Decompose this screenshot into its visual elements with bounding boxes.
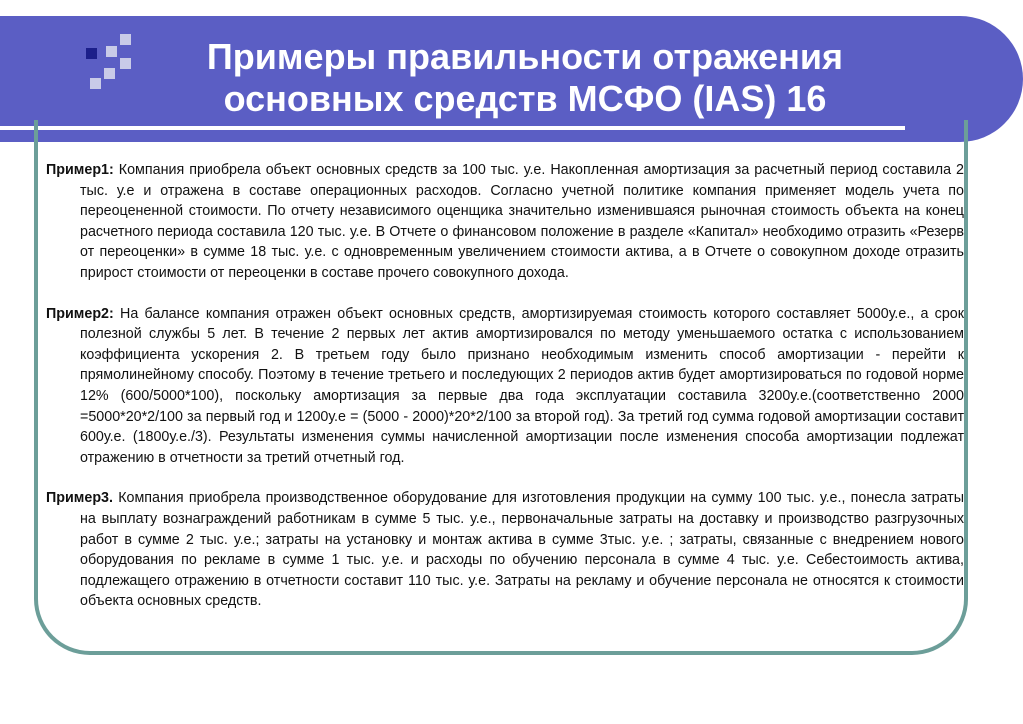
logo-square: [86, 48, 97, 59]
logo-square: [106, 46, 117, 57]
example-1: [46, 160, 964, 284]
example-3: [46, 488, 964, 612]
example-text: Компания приобрела объект основных средств за 100 тыс. у.е. Накопленная амортизация за расчетный период составила 2 тыс. у.е и отражена в составе операционных расходов. Согласно учетной политике компания применяет модель учета по переоцененной стоимости. По отчету независимого оценщика значительно изменившаяся рыночная стоимость объекта на конец расчетного периода составила 120 тыс. у.е. В Отчете о финансовом положение в разделе «Капитал» необходимо отразить «Резерв от переоценки» в сумме 18 тыс. у.е. с одновременным увеличением стоимости актива, а в Отчете о совокупном доходе отразить прирост стоимости от переоценки в составе прочего совокупного дохода.: [80, 162, 964, 281]
title-line-1: Примеры правильности отражения: [206, 36, 844, 77]
example-label: Пример3.: [46, 490, 113, 507]
decorative-squares-icon: [86, 34, 146, 94]
logo-square: [90, 78, 101, 89]
example-text: На балансе компания отражен объект основных средств, амортизируемая стоимость которого составляет 5000у.е., а срок полезной службы 5 лет. В течение 2 первых лет актив амортизировался по методу уменьшаемого остатка с использованием коэффициента ускорения 2. В третьем году было признано необходимым изменить способ амортизации - перейти к прямолинейному способу. Поэтому в течение третьего и последующих 2 периодов актив будет амортизироваться по годовой норме 12% (600/5000*100), поскольку амортизация за первые два года эксплуатации составила 3200у.е.(соответственно 2000 =5000*20*2/100 за первый год и 1200у.е = (5000 - 2000)*20*2/100 за второй год). За третий год сумма годовой амортизации составит 600у.е. (1800у.е./3). Результаты изменения суммы начисленной амортизации после изменения способа амортизации подлежат отражению в отчетности за третий отчетный год.: [80, 305, 964, 466]
example-label: Пример1:: [46, 162, 114, 178]
example-label: Пример2:: [46, 305, 114, 322]
example-text: Компания приобрела производственное оборудование для изготовления продукции на сумму 100 тыс. у.е., понесла затраты на выплату вознаграждений работникам в сумме 5 тыс. у.е., первоначальные затраты на доставку и производство разгрузочных работ в сумме 2 тыс. у.е.; затраты на установку и монтаж актива в сумме 3тыс. у.е. ; затраты, связанные с внедрением нового оборудования по рекламе в сумме 1 тыс. у.е. и расходы по обучению персонала в сумме 4 тыс. у.е. Себестоимость актива, подлежащего отражению в отчетности составит 110 тыс. у.е. Затраты на рекламу и обучение персонала не относятся к стоимости объекта основных средств.: [80, 490, 964, 610]
examples-body: [46, 160, 964, 632]
slide-title: [150, 36, 900, 120]
logo-square: [120, 58, 131, 69]
logo-square: [104, 68, 115, 79]
logo-square: [120, 34, 131, 45]
example-2: [46, 304, 964, 469]
title-line-2: основных средств МСФО (IAS) 16: [223, 78, 827, 119]
